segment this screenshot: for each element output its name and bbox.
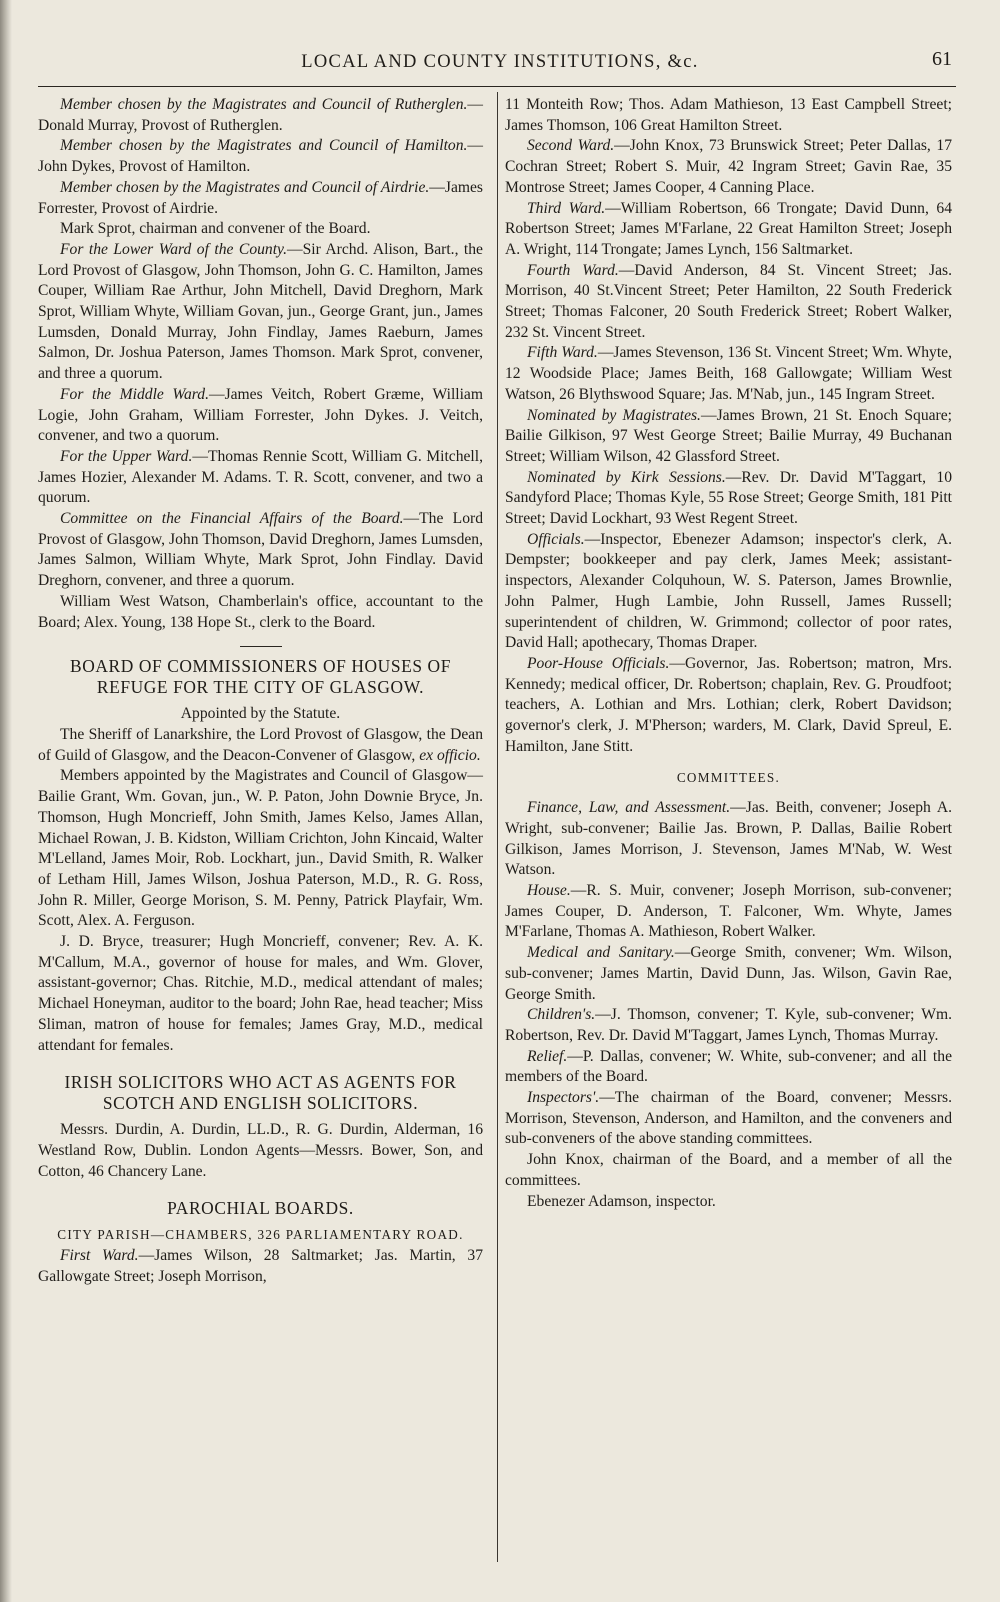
entry-body: —James Brown, 21 St. Enoch Square; Bailie Gilkison, 97 West George Street; Bailie Murray, 49 Buchanan Street; William Wilson, 42 Glassford Street. — [505, 406, 952, 465]
rutherglen-entry — [38, 95, 483, 136]
entry-heading: Committee on the Financial Affairs of the Board. — [60, 510, 404, 528]
entry-body: —John Dykes, Provost of Hamilton. — [38, 137, 483, 176]
header-rule — [38, 86, 956, 87]
page-binding-shadow — [0, 0, 12, 1602]
ex-officio-entry — [38, 725, 483, 766]
third-ward-entry — [505, 199, 952, 261]
poorhouse-officials-entry — [505, 654, 952, 758]
entry-body: —Governor, Jas. Robertson; matron, Mrs. Kennedy; medical officer, Dr. Robertson; chaplain, Rev. G. Proudfoot; teachers, A. Lothian and Mrs. Lothian; clerk, Robert Davidson; governor's clerk, J. M'Pherson; warders, M. Clark, David Spreul, E. Hamilton, Jane Stitt. — [505, 654, 953, 755]
entry-heading: Finance, Law, and Assessment. — [527, 799, 731, 817]
entry-heading: Poor-House Officials. — [527, 654, 670, 672]
entry-heading: Fourth Ward. — [527, 261, 619, 279]
fifth-ward-entry — [505, 343, 952, 405]
first-ward-continued: 11 Monteith Row; Thos. Adam Mathieson, 13 East Campbell Street; James Thomson, 106 Great Hamilton Street. — [505, 96, 952, 134]
entry-heading: Relief. — [527, 1047, 568, 1065]
entry-heading: Medical and Sanitary. — [527, 944, 675, 962]
upper-ward-entry — [38, 447, 483, 509]
lower-ward-entry — [38, 240, 483, 385]
entry-body: —R. S. Muir, convener; Joseph Morrison, sub-convener; James Couper, D. Anderson, T. Falconer, Wm. Whyte, James M'Farlane, Thomas A. Mathieson, Robert Walker. — [505, 882, 952, 941]
entry-body: —P. Dallas, convener; W. White, sub-convener; and all the members of the Board. — [505, 1047, 952, 1086]
right-column — [505, 95, 952, 1212]
page-number: 61 — [932, 48, 952, 70]
entry-heading: Children's. — [527, 1006, 596, 1024]
entry-body: —The chairman of the Board, convener; Messrs. Morrison, Stevenson, Anderson, and Hamilton, and the conveners and sub-conveners of the above standing committees. — [505, 1089, 952, 1148]
entry-body: —Donald Murray, Provost of Rutherglen. — [38, 96, 483, 134]
entry-heading: Member chosen by the Magistrates and Council of Hamilton. — [60, 137, 468, 155]
entry-body: —Jas. Beith, convener; Joseph A. Wright, sub-convener; Bailie Jas. Brown, P. Dallas, Bailie Robert Gilkison, James Morrison, J. Stevenson, James M'Nab, W. West Watson. — [505, 799, 952, 879]
entry-heading: For the Upper Ward. — [60, 447, 193, 465]
entry-body: The Sheriff of Lanarkshire, the Lord Provost of Glasgow, the Dean of Guild of Glasgow, and the Deacon-Convener of Glasgow, — [38, 725, 483, 764]
adamson-entry: Ebenezer Adamson, inspector. — [527, 1192, 716, 1210]
section-rule — [240, 646, 282, 647]
magistrates-nominees-entry — [505, 406, 952, 468]
entry-body: —George Smith, convener; Wm. Wilson, sub-convener; James Martin, David Dunn, Jas. Wilson, Gavin Rae, George Smith. — [505, 944, 952, 1003]
entry-body: —James Stevenson, 136 St. Vincent Street; Wm. Whyte, 12 Woodside Place; James Beith, 168 Gallowgate; William West Watson, 26 Blythswood Square; Jas. M'Nab, jun., 145 Ingram Street. — [505, 344, 952, 403]
entry-heading: Officials. — [527, 530, 585, 548]
entry-body: —J. Thomson, convener; T. Kyle, sub-convener; Wm. Robertson, Rev. Dr. David M'Taggart, James Lynch, Thomas Murray. — [505, 1006, 952, 1044]
entry-heading: For the Middle Ward. — [60, 385, 209, 403]
board-heading: BOARD OF COMMISSIONERS OF HOUSES OF REFUGE FOR THE CITY OF GLASGOW. — [70, 656, 451, 698]
entry-heading: House. — [527, 882, 571, 900]
irish-entry: Messrs. Durdin, A. Durdin, LL.D., R. G. Durdin, Alderman, 16 Westland Row, Dublin. London Agents—Messrs. Bower, Son, and Cotton, 46 Chancery Lane. — [38, 1121, 483, 1180]
left-column — [38, 95, 483, 1287]
entry-body: —James Veitch, Robert Græme, William Logie, John Graham, William Forrester, John Dykes. J. Veitch, convener, and two a quorum. — [38, 385, 483, 445]
airdrie-entry — [38, 178, 483, 219]
knox-entry: John Knox, chairman of the Board, and a member of all the committees. — [505, 1151, 952, 1189]
entry-body: —James Forrester, Provost of Airdrie. — [38, 178, 483, 217]
first-ward-entry — [38, 1246, 483, 1287]
entry-heading: Second Ward. — [527, 137, 615, 155]
entry-body: —David Anderson, 84 St. Vincent Street; Jas. Morrison, 40 St.Vincent Street; Peter Hamilton, 22 South Frederick Street; Thomas Falconer, 20 South Frederick Street; Robert Walker, 232 St. Vincent Street. — [505, 261, 952, 341]
entry-body: —Inspector, Ebenezer Adamson; inspector's clerk, A. Dempster; bookkeeper and pay clerk, James Meek; assistant-inspectors, Alexander Colquhoun, W. S. Paterson, James Brownlie, John Palmer, Hugh Lambie, John Russell, James Russell; superintendent of children, W. Grimmond; collector of poor rates, David Hall; apothecary, Thomas Draper. — [505, 530, 952, 652]
header-title: LOCAL AND COUNTY INSTITUTIONS, &c. — [301, 52, 699, 72]
officials-entry — [505, 530, 952, 654]
committees-heading: COMMITTEES. — [676, 769, 781, 785]
finance-committee-entry — [505, 798, 952, 881]
entry-heading: First Ward. — [60, 1247, 139, 1265]
entry-heading: Fifth Ward. — [527, 344, 598, 362]
column-divider — [497, 92, 498, 1562]
second-ward-entry — [505, 136, 952, 198]
members-entry: Members appointed by the Magistrates and Council of Glasgow—Bailie Grant, Wm. Govan, jun., W. P. Paton, John Downie Bryce, Jn. Thomson, Hugh Moncrieff, John Smith, James Kelso, James Allan, Michael Rowan, J. B. Kidston, William Crichton, John Kincaid, Walter M'Lelland, James Moir, Rob. Lockhart, jun., David Smith, R. Walker of Letham Hill, James Wilson, Joshua Paterson, M.D., R. G. Ross, John R. Miller, George Morison, S. M. Penny, Patrick Playfair, Wm. Scott, Alex. A. Ferguson. — [38, 767, 483, 930]
running-header — [40, 48, 960, 82]
entry-heading: Nominated by Magistrates. — [527, 406, 701, 424]
appointed-line: Appointed by the Statute. — [180, 705, 341, 723]
clerk-entry: William West Watson, Chamberlain's office, accountant to the Board; Alex. Young, 138 Hope St., clerk to the Board. — [38, 592, 483, 631]
relief-committee-entry — [505, 1047, 952, 1088]
hamilton-entry — [38, 136, 483, 177]
fourth-ward-entry — [505, 261, 952, 344]
entry-heading: Member chosen by the Magistrates and Council of Airdrie. — [60, 178, 430, 196]
entry-heading: Member chosen by the Magistrates and Council of Rutherglen. — [60, 96, 468, 113]
entry-body: —The Lord Provost of Glasgow, John Thomson, David Dreghorn, James Lumsden, James Salmon, William Whyte, Mark Sprot, John Findlay. David Dreghorn, convener, and three a quorum. — [38, 510, 483, 590]
entry-body: —William Robertson, 66 Trongate; David Dunn, 64 Robertson Street; James M'Farlane, 22 Great Hamilton Street; Joseph A. Wright, 114 Trongate; James Lynch, 156 Saltmarket. — [505, 199, 952, 258]
kirk-nominees-entry — [505, 468, 952, 530]
medical-committee-entry — [505, 943, 952, 1005]
house-committee-entry — [505, 881, 952, 943]
entry-heading: Nominated by Kirk Sessions. — [527, 468, 726, 486]
city-parish-subheading: CITY PARISH—CHAMBERS, 326 PARLIAMENTARY ROAD. — [57, 1227, 464, 1243]
inspectors-committee-entry — [505, 1088, 952, 1150]
officers-entry: J. D. Bryce, treasurer; Hugh Moncrieff, convener; Rev. A. K. M'Callum, M.A., governor of house for males, and Wm. Glover, assistant-governor; Chas. Ritchie, M.D., medical attendant of males; Michael Honeyman, auditor to the board; John Rae, head teacher; Miss Sliman, matron of house for females; James Gray, M.D., medical attendant for females. — [38, 933, 483, 1054]
entry-body: —Sir Archd. Alison, Bart., the Lord Provost of Glasgow, John Thomson, John G. C. Hamilton, James Couper, William Rae Arthur, John Mitchell, David Dreghorn, Mark Sprot, William Whyte, William Govan, jun., George Grant, jun., James Lumsden, Donald Murray, John Findlay, James Raeburn, James Salmon, Dr. Joshua Paterson, James Thomson. Mark Sprot, convener, and three a quorum. — [38, 240, 483, 383]
children-committee-entry — [505, 1005, 952, 1046]
irish-heading: IRISH SOLICITORS WHO ACT AS AGENTS FOR SCOTCH AND ENGLISH SOLICITORS. — [64, 1072, 457, 1114]
entry-body: —James Wilson, 28 Saltmarket; Jas. Martin, 37 Gallowgate Street; Joseph Morrison, — [38, 1247, 484, 1285]
entry-heading: For the Lower Ward of the County. — [60, 240, 287, 258]
parochial-heading: PAROCHIAL BOARDS. — [167, 1198, 354, 1219]
chairman-entry: Mark Sprot, chairman and convener of the Board. — [60, 220, 371, 238]
financial-committee-entry — [38, 509, 483, 592]
entry-body: —Rev. Dr. David M'Taggart, 10 Sandyford Place; Thomas Kyle, 55 Rose Street; George Smith, 181 Pitt Street; David Lockhart, 93 West Regent Street. — [505, 468, 953, 528]
entry-heading: Third Ward. — [527, 199, 606, 217]
entry-body: —John Knox, 73 Brunswick Street; Peter Dallas, 17 Cochran Street; Robert S. Muir, 42 Ingram Street; Gavin Rae, 35 Montrose Street; James Cooper, 4 Canning Place. — [505, 137, 953, 196]
entry-italic: ex officio. — [419, 746, 481, 764]
entry-body: —Thomas Rennie Scott, William G. Mitchell, James Hozier, Alexander M. Adams. T. R. Scott, convener, and two a quorum. — [38, 447, 483, 507]
middle-ward-entry — [38, 385, 483, 447]
entry-heading: Inspectors'. — [527, 1089, 600, 1107]
